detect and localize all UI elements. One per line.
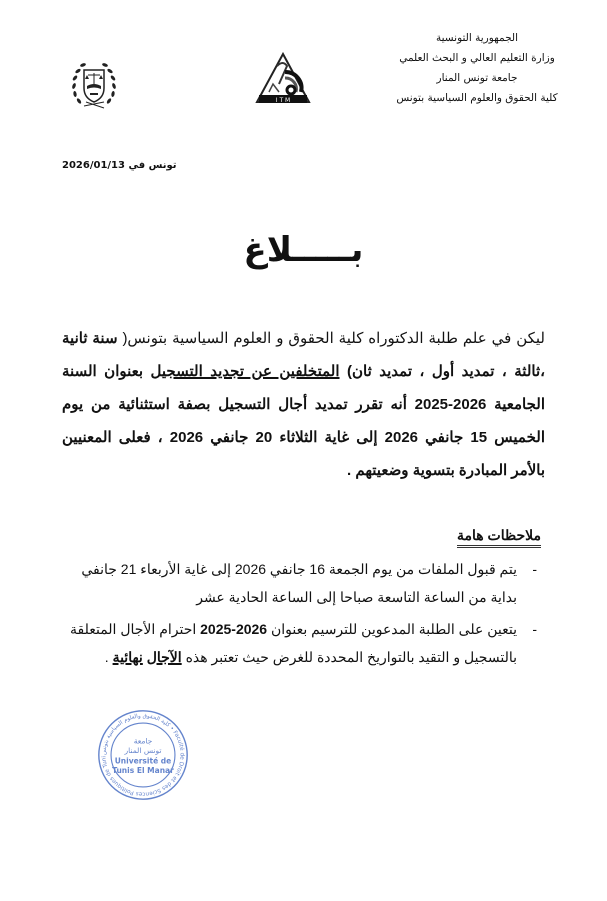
document-date (62, 160, 177, 171)
body-student-levels: سنة ثانية ،ثالثة ، تمديد أول ، تمديد ثان) (62, 330, 545, 380)
header-line-university: جامعة تونس المنار (436, 72, 518, 84)
stamp-fr-line2: Tunis El Manar (112, 765, 174, 775)
stamp-ar-line1: جامعة (133, 736, 153, 746)
body-extension-details: أنه تقرر تمديد أجال التسجيل بصفة استثنائية من يوم الخميس 15 جانفي 2026 إلى غاية الثلاثاء 20 جانفي 2026 ، فعلى المعنيين بالأمر المبادرة بتسوية وضعيتهم . (62, 396, 545, 479)
header-line-ministry: وزارة التعليم العالي و البحث العلمي (399, 52, 555, 64)
header-line-republic: الجمهورية التونسية (436, 32, 518, 44)
stamp-fr-line1: Université de (114, 756, 172, 766)
note-final-underlined: نهائية (112, 649, 143, 665)
note-text-b: احترام الأجال المتعلقة بالتسجيل و التقيد بالتواريخ المحددة للغرض حيث تعتبر هذه (70, 621, 517, 665)
note-item (62, 615, 541, 671)
page-title: بـــــلاغ (243, 230, 364, 270)
itm-logo-label: I T M (275, 97, 291, 104)
notes-heading: ملاحظات هامة (457, 527, 541, 548)
date-value: 2026/01/13 (62, 160, 125, 171)
note-deadlines-underlined: الآجال (146, 649, 182, 665)
note-dash: - (532, 561, 537, 577)
note-end: . (104, 649, 113, 665)
ministry-header (377, 28, 577, 108)
body-academic-year-label: بعنوان السنة الجامعية (62, 363, 545, 413)
note-academic-year: 2025-2026 (200, 621, 268, 637)
note-item (62, 555, 541, 611)
body-late-registration: المتخلفين عن تجديد التسجيل (150, 363, 340, 380)
date-prefix: تونس في (124, 160, 177, 171)
itm-logo-icon (255, 52, 311, 108)
body-academic-year: 2025-2026 (414, 396, 487, 413)
announcement-body (62, 322, 545, 487)
note-text: يتم قبول الملفات من يوم الجمعة 16 جانفي 2026 إلى غاية الأربعاء 21 جانفي بداية من الساعة التاسعة صباحا إلى الساعة الحادية عشر (81, 561, 517, 605)
body-intro: ليكن في علم طلبة الدكتوراه كلية الحقوق و العلوم السياسية بتونس( (122, 330, 545, 347)
university-stamp-icon (96, 708, 190, 802)
scales-of-justice-crest-icon (66, 56, 122, 112)
notes-list (62, 555, 541, 675)
note-text-a: يتعين على الطلبة المدعوين للترسيم بعنوان (267, 621, 517, 637)
note-dash: - (532, 621, 537, 637)
stamp-ring-text: كلية الحقوق والعلوم السياسية بتونس • Faculté de Droit et des Sciences Politiques de Tuni (101, 713, 185, 797)
header-line-faculty: كلية الحقوق والعلوم السياسية بتونس (396, 92, 558, 104)
stamp-ar-line2: تونس المنار (124, 746, 162, 756)
